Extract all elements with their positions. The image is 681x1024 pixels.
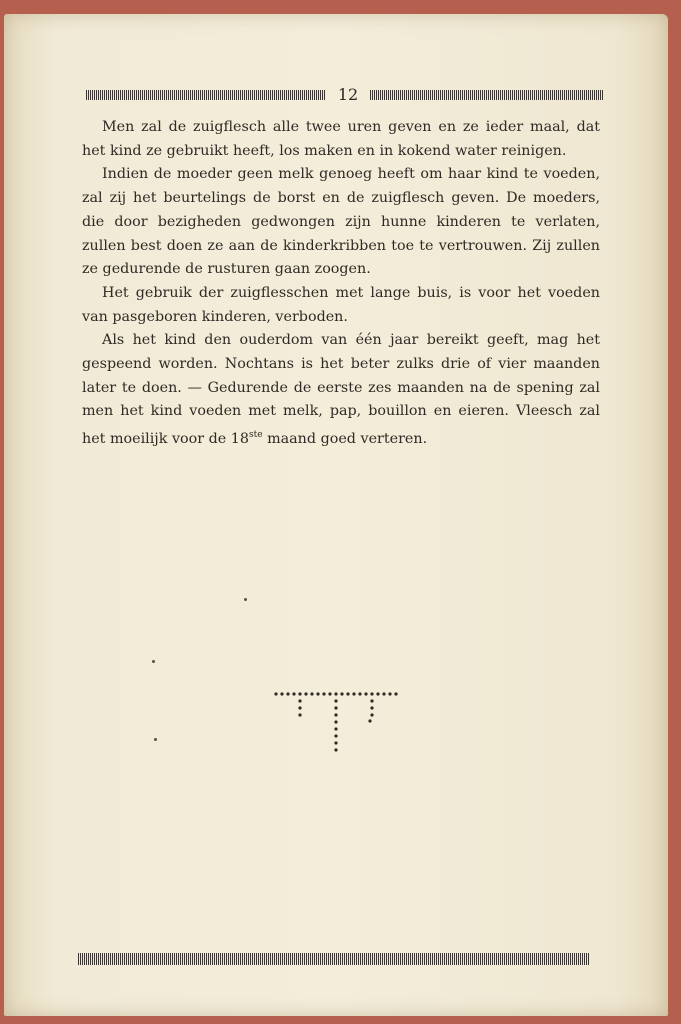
- paragraph-text-end: maand goed verteren.: [262, 430, 428, 447]
- paragraph: Het gebruik der zuigflesschen met lange buis, is voor het voeden van pasgeboren kinderen, verboden.: [82, 284, 600, 325]
- footer-rule: [78, 953, 590, 965]
- dotted-triple-t-ornament-icon: [270, 690, 402, 754]
- superscript-ste: ste: [248, 430, 263, 441]
- print-speck: [154, 738, 157, 741]
- paragraph: Indien de moeder geen melk genoeg heeft om haar kind te voeden, zal zij het beurtelings de borst en de zuigflesch geven. De moeders, die door bezigheden gedwongen zijn hunne kinderen te verlaten, zullen best doen ze aan de kinderkribben toe te vertrouwen. Zij zullen ze gedurende de rusturen gaan zoogen.: [82, 166, 600, 278]
- paragraph-text: Als het kind den ouderdom van één jaar bereikt geeft, mag het gespeend worden. Nochtans is het beter zulks drie of vier maanden later te doen. — Gedurende de eerste zes maanden na de spening zal men het kind voeden met melk, pap, bouillon en eieren. Vleesch zal het moeilijk voor de 18: [82, 332, 600, 447]
- page-header: [86, 86, 603, 104]
- page-number: 12: [337, 85, 359, 104]
- body-text: [82, 116, 600, 452]
- print-speck: [244, 598, 247, 601]
- paragraph: Men zal de zuigflesch alle twee uren geven en ze ieder maal, dat het kind ze gebruikt heeft, los maken en in kokend water reinigen.: [82, 119, 600, 159]
- paragraph-last: [82, 329, 600, 451]
- header-rule-right: [370, 90, 603, 100]
- print-speck: [152, 660, 155, 663]
- header-rule-left: [86, 90, 326, 100]
